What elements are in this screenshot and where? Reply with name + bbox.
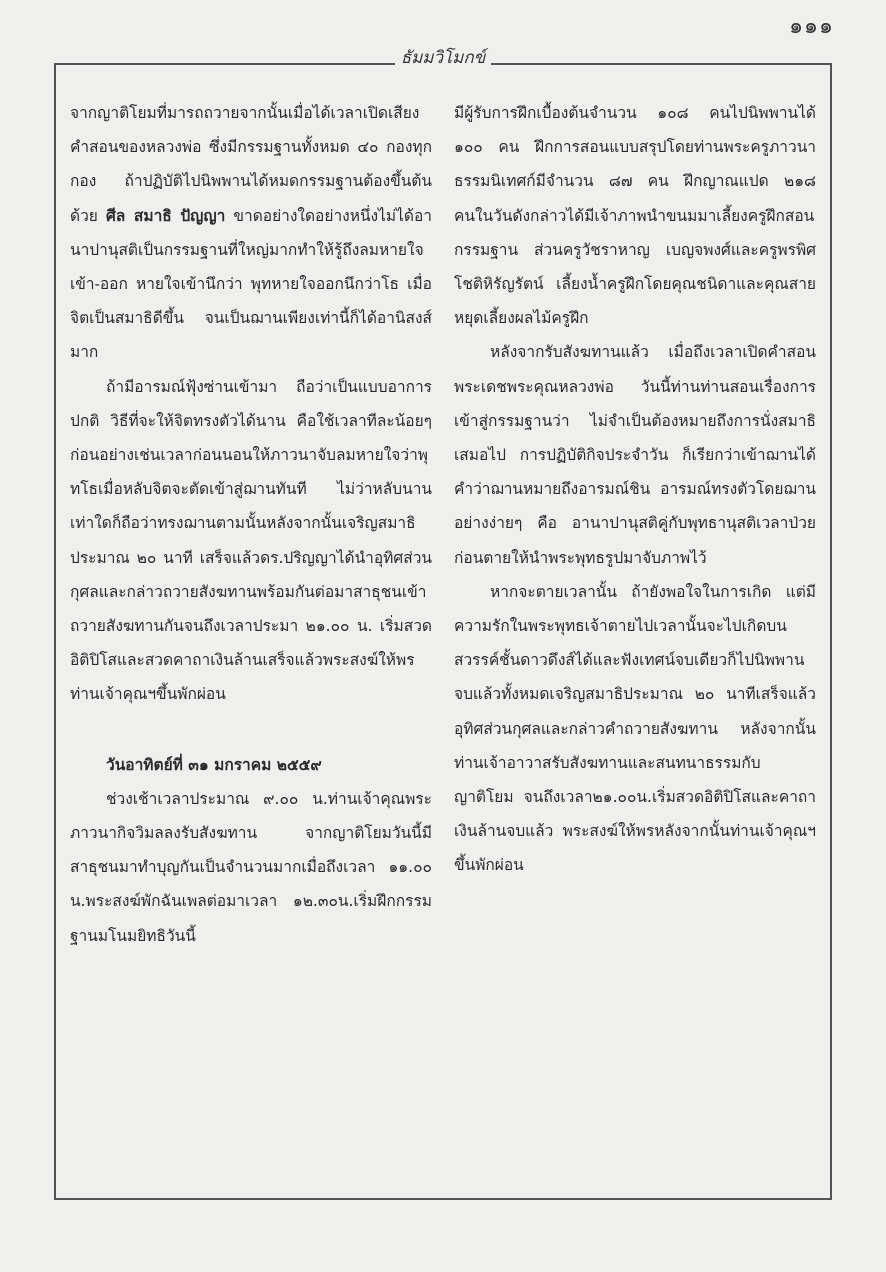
right-column — [454, 96, 816, 883]
left-p1-text-a: จากญาติโยมที่มารถถวายจากนั้นเมื่อได้เวลาเปิดเสียงคำสอนของหลวงพ่อ ซึ่งมีกรรมฐานทั้งหมด ๔๐ กองทุกกอง ถ้าปฏิบัติไปนิพพานได้หมดกรรมฐานต้องขึ้นต้นด้วย — [70, 104, 432, 225]
running-title: ธัมมวิโมกข์ — [395, 48, 492, 68]
left-paragraph-2: ถ้ามีอารมณ์ฟุ้งซ่านเข้ามา ถือว่าเป็นแบบอาการปกติ วิธีที่จะให้จิตทรงตัวได้นาน คือใช้เวลาทีละน้อยๆก่อนอย่างเช่นเวลาก่อนนอนให้ภาวนาจับลมหายใจว่าพุทโธเมื่อหลับจิตจะตัดเข้าสู่ฌานทันที ไม่ว่าหลับนานเท่าใดก็ถือว่าทรงฌานตามนั้นหลังจากนั้นเจริญสมาธิประมาณ ๒๐ นาที เสร็จแล้วดร.ปริญญาได้นำอุทิศส่วนกุศลและกล่าวถวายสังฆทานพร้อมกันต่อมาสาธุชนเข้าถวายสังฆทานกันจนถึงเวลาประมา ๒๑.๐๐ น. เริ่มสวดอิติปิโสและสวดคาถาเงินล้านเสร็จแล้วพระสงฆ์ให้พรท่านเจ้าคุณฯขึ้นพักผ่อน — [70, 377, 432, 704]
running-header — [0, 44, 886, 71]
left-paragraph-1 — [70, 96, 432, 370]
left-paragraph-3: ช่วงเช้าเวลาประมาณ ๙.๐๐ น.ท่านเจ้าคุณพระภาวนากิจวิมลลงรับสังฆทาน จากญาติโยมวันนี้มีสาธุชนมาทำบุญกันเป็นจำนวนมากเมื่อถึงเวลา ๑๑.๐๐ น.พระสงฆ์พักฉันเพลต่อมาเวลา ๑๒.๓๐น.เริ่มฝึกกรรมฐานมโนมยิทธิวันนี้ — [70, 789, 432, 945]
left-p1-bold: ศีล สมาธิ ปัญญา — [105, 205, 226, 225]
right-paragraph-2: หลังจากรับสังฆทานแล้ว เมื่อถึงเวลาเปิดคำสอนพระเดชพระคุณหลวงพ่อ วันนี้ท่านท่านสอนเรื่องการเข้าสู่กรรมฐานว่า ไม่จำเป็นต้องหมายถึงการนั่งสมาธิเสมอไป การปฏิบัติกิจประจำวัน ก็เรียกว่าเข้าฌานได้ คำว่าฌานหมายถึงอารมณ์ชิน อารมณ์ทรงตัวโดยฌานอย่างง่ายๆ คือ อานาปานุสติคู่กับพุทธานุสติเวลาป่วย ก่อนตายให้นำพระพุทธรูปมาจับภาพไว้ — [454, 343, 816, 567]
date-heading: วันอาทิตย์ที่ ๓๑ มกราคม ๒๕๕๙ — [106, 754, 322, 774]
left-column — [70, 96, 432, 953]
page-number: ๑๑๑ — [789, 14, 834, 39]
left-p1-text-b: ขาดอย่างใดอย่างหนึ่งไม่ได้อานาปานุสติเป็นกรรมฐานที่ใหญ่มากทำให้รู้ถึงลมหายใจ เข้า-ออก หายใจเข้านึกว่า พุทหายใจออกนึกว่าโธ เมื่อจิตเป็นสมาธิดีขึ้น จนเป็นฌานเพียงเท่านี้ก็ได้อานิสงส์มาก — [70, 206, 432, 362]
right-paragraph-3: หากจะตายเวลานั้น ถ้ายังพอใจในการเกิด แต่มีความรักในพระพุทธเจ้าตายไปเวลานั้นจะไปเกิดบนสวรรค์ชั้นดาวดึงส์ได้และฟังเทศน์จบเดียวก็ไปนิพพานจบแล้วทั้งหมดเจริญสมาธิประมาณ ๒๐ นาทีเสร็จแล้วอุทิศส่วนกุศลและกล่าวคำถวายสังฆทาน หลังจากนั้นท่านเจ้าอาวาสรับสังฆทานและสนทนาธรรมกับญาติโยม จนถึงเวลา๒๑.๐๐น.เริ่มสวดอิติปิโสและคาถาเงินล้านจบแล้ว พระสงฆ์ให้พรหลังจากนั้นท่านเจ้าคุณฯขึ้นพักผ่อน — [454, 582, 816, 875]
right-paragraph-1: มีผู้รับการฝึกเบื้องต้นจำนวน ๑๐๘ คนไปนิพพานได้ ๑๐๐ คน ฝึกการสอนแบบสรุปโดยท่านพระครูภาวนาธรรมนิเทศก์มีจำนวน ๘๗ คน ฝึกญาณแปด ๒๑๘ คนในวันดังกล่าวได้มีเจ้าภาพนำขนมมาเลี้ยงครูฝึกสอนกรรมฐาน ส่วนครูวัชราหาญ เบญจพงศ์และครูพรพิศโชติหิรัญรัตน์ เลี้ยงน้ำครูฝึกโดยคุณชนิดาและคุณสายหยุดเลี้ยงผลไม้ครูฝึก — [454, 104, 816, 328]
paragraph-gap — [70, 712, 432, 748]
